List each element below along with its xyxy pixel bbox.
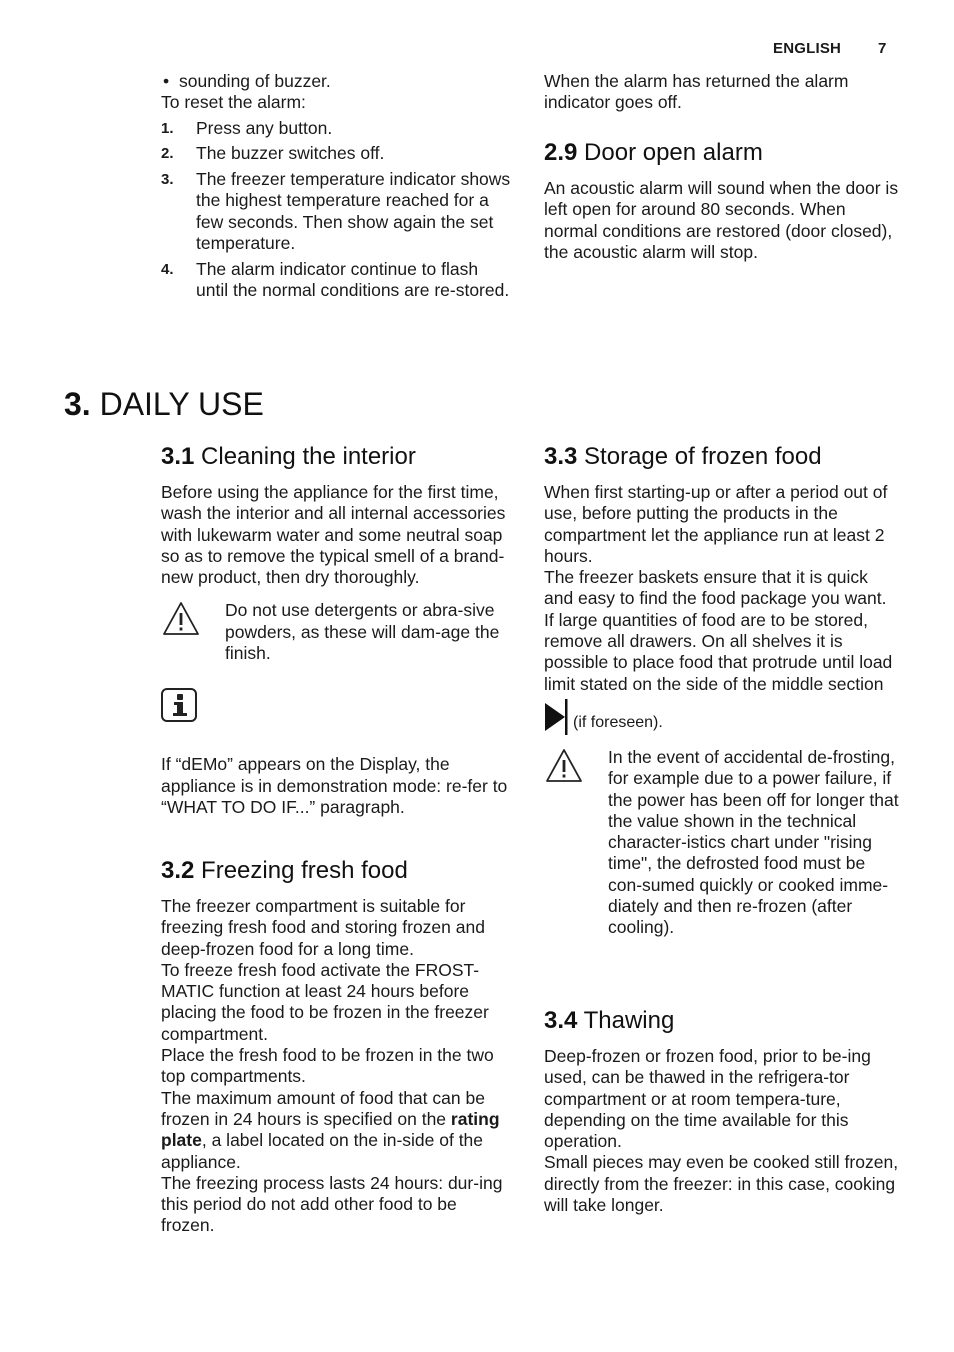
page-number: 7 bbox=[878, 40, 887, 57]
rating-plate-bold: rating plate bbox=[161, 1108, 500, 1151]
reset-steps bbox=[161, 118, 513, 302]
bullet-text: sounding of buzzer. bbox=[179, 71, 331, 91]
section-number: 3.3 bbox=[544, 443, 578, 470]
section-heading bbox=[544, 1006, 899, 1036]
section-number: 3.1 bbox=[161, 443, 195, 470]
list-item bbox=[161, 169, 513, 254]
section-3-3 bbox=[544, 442, 899, 939]
text-span: The maximum amount of food that can be frozen in 24 hours is specified on the bbox=[161, 1087, 485, 1129]
load-limit-row bbox=[544, 699, 899, 735]
chapter-number: 3. bbox=[64, 386, 91, 422]
step-text: The freezer temperature indicator shows the highest temperature reached for a few seconds. Then show again the set temperature. bbox=[196, 169, 511, 254]
thawing-paragraph: Small pieces may even be cooked still frozen, directly from the freezer: in this case, cooking will take longer. bbox=[544, 1152, 899, 1216]
info-icon bbox=[161, 688, 197, 722]
alarm-off-text: When the alarm has returned the alarm indicator goes off. bbox=[544, 71, 849, 113]
warning-icon bbox=[161, 600, 201, 643]
list-item bbox=[161, 118, 513, 139]
text-span: , a label located on the in-side of the appliance. bbox=[161, 1130, 484, 1172]
reset-intro: To reset the alarm: bbox=[161, 92, 306, 113]
freezing-paragraph: To freeze fresh food activate the FROST-MATIC function at least 24 hours before placing the food to be frozen in the freezer compartment. bbox=[161, 959, 489, 1044]
section-number: 3.4 bbox=[544, 1007, 578, 1034]
section-heading bbox=[544, 442, 899, 472]
warning-text: In the event of accidental de-frosting, for example due to a power failure, if the power has been off for longer that the value shown in the technical character-istics chart under "rising time", the defrosted food must be con-sumed quickly or cooked imme-diately and then re-frozen (after cooling). bbox=[608, 746, 899, 938]
header-language: ENGLISH bbox=[773, 40, 842, 57]
step-number: 2. bbox=[161, 145, 174, 163]
thawing-paragraph: Deep-frozen or frozen food, prior to be-ing used, can be thawed in the refrigera-tor compartment or at room tempera-ture, depending on the time available for this operation. bbox=[544, 1046, 871, 1152]
step-number: 3. bbox=[161, 171, 174, 189]
chapter-heading bbox=[64, 386, 264, 422]
if-foreseen-text: (if foreseen). bbox=[573, 713, 663, 731]
info-text: If “dEMo” appears on the Display, the appliance is in demonstration mode: re-fer to “WHAT TO DO IF...” paragraph. bbox=[161, 754, 508, 818]
freezing-paragraph: The freezer compartment is suitable for freezing fresh food and storing frozen and deep-frozen food for a long time. bbox=[161, 896, 485, 959]
section-title: Door open alarm bbox=[584, 139, 763, 166]
top-left-column bbox=[161, 71, 513, 306]
list-item bbox=[161, 259, 513, 302]
section-2-9 bbox=[544, 138, 899, 263]
section-heading bbox=[161, 856, 513, 886]
section-3-1 bbox=[161, 442, 513, 818]
load-limit-icon bbox=[544, 699, 570, 735]
bullet-item bbox=[161, 71, 513, 92]
freezing-paragraph bbox=[161, 1088, 513, 1173]
warning-text: Do not use detergents or abra-sive powders, as these will dam-age the finish. bbox=[225, 600, 500, 664]
storage-paragraph: The freezer baskets ensure that it is quick and easy to find the food package you want. If large quantities of food are to be stored, remove all drawers. On all shelves it is possible to place food that protrude until load limit stated on the side of the middle section bbox=[544, 567, 893, 694]
section-title: Thawing bbox=[583, 1007, 675, 1034]
top-right-column bbox=[544, 71, 899, 114]
section-number: 3.2 bbox=[161, 857, 195, 884]
step-text: The alarm indicator continue to flash until the normal conditions are re-stored. bbox=[196, 258, 510, 301]
freezing-paragraph: Place the fresh food to be frozen in the two top compartments. bbox=[161, 1045, 494, 1087]
step-number: 1. bbox=[161, 119, 174, 137]
storage-paragraph: When first starting-up or after a period out of use, before putting the products in the compartment let the appliance run at least 2 hours. bbox=[544, 482, 888, 566]
warning-note bbox=[544, 747, 899, 939]
info-note bbox=[161, 688, 513, 722]
section-3-2 bbox=[161, 856, 513, 1237]
chapter-title: DAILY USE bbox=[99, 386, 264, 422]
warning-note bbox=[161, 600, 513, 666]
cleaning-text: Before using the appliance for the first time, wash the interior and all internal accessories with lukewarm water and some neutral soap so as to remove the typical smell of a brand-new product, then dry thoroughly. bbox=[161, 482, 506, 588]
section-title: Freezing fresh food bbox=[201, 857, 408, 884]
section-title: Cleaning the interior bbox=[201, 443, 416, 470]
section-heading bbox=[544, 138, 899, 168]
list-item bbox=[161, 143, 513, 164]
door-alarm-text: An acoustic alarm will sound when the door is left open for around 80 seconds. When normal conditions are restored (door closed), the acoustic alarm will stop. bbox=[544, 178, 899, 262]
step-number: 4. bbox=[161, 260, 174, 278]
section-title: Storage of frozen food bbox=[584, 443, 822, 470]
step-text: The buzzer switches off. bbox=[196, 143, 385, 164]
section-number: 2.9 bbox=[544, 139, 578, 166]
freezing-paragraph: The freezing process lasts 24 hours: dur-ing this period do not add other food to be frozen. bbox=[161, 1172, 503, 1236]
step-text: Press any button. bbox=[196, 117, 333, 138]
section-heading bbox=[161, 442, 513, 472]
bullet-dot: • bbox=[163, 71, 170, 91]
warning-icon bbox=[544, 747, 584, 790]
section-3-4 bbox=[544, 1006, 899, 1216]
